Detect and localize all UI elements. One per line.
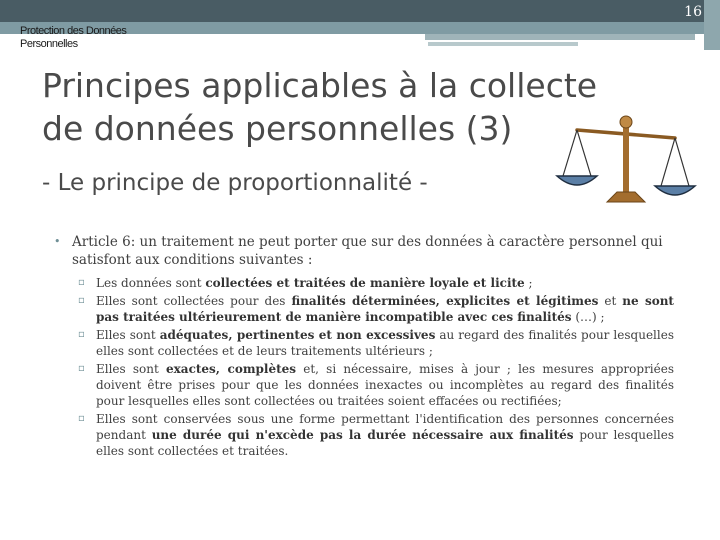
header-band-accent-small bbox=[428, 42, 578, 46]
item-emphasis: adéquates, pertinentes et non excessives bbox=[159, 328, 436, 342]
slide-subtitle: - Le principe de proportionnalité - bbox=[42, 170, 428, 196]
conditions-list bbox=[78, 275, 674, 459]
list-item bbox=[78, 275, 674, 291]
bullet-icon: • bbox=[54, 235, 61, 248]
article-text: Article 6: un traitement ne peut porter que sur des données à caractère personnel qui satisfont aux conditions suivantes : bbox=[72, 234, 663, 268]
item-text: (…) ; bbox=[571, 310, 605, 324]
item-text: ; bbox=[524, 276, 533, 290]
item-text: Elles sont collectées pour des bbox=[96, 294, 292, 308]
item-text: Elles sont conservées sous une forme permettant l'identification des personnes concernées pendant bbox=[96, 412, 674, 442]
square-bullet-icon: ▫ bbox=[78, 363, 85, 374]
header-label bbox=[20, 25, 180, 51]
item-text: et, si nécessaire, mises à jour ; les mesures appropriées doivent être prises pour que les données inexactes ou incomplètes au regard des finalités pour lesquelles elles sont collectées ou traitées soient effacées ou rectifiées; bbox=[96, 362, 675, 408]
list-item bbox=[78, 411, 674, 459]
header-band-accent bbox=[425, 34, 695, 40]
list-item bbox=[78, 293, 674, 325]
right-accent-stripe bbox=[704, 0, 720, 50]
slide-title-line1: Principes applicables à la collecte bbox=[42, 66, 598, 105]
item-emphasis: ne sont pas traitées ultérieurement de manière incompatible avec ces finalités bbox=[96, 294, 674, 324]
article-paragraph bbox=[54, 233, 674, 269]
square-bullet-icon: ▫ bbox=[78, 413, 85, 424]
item-text: Elles sont bbox=[96, 362, 166, 376]
list-item bbox=[78, 361, 674, 409]
list-item bbox=[78, 327, 674, 359]
header-label-line2: Personnelles bbox=[20, 38, 78, 50]
item-emphasis: une durée qui n'excède pas la durée nécessaire aux finalités bbox=[151, 428, 574, 442]
header-label-line1: Protection des Données bbox=[20, 25, 127, 37]
item-text: Les données sont bbox=[96, 276, 206, 290]
item-text: pour lesquelles elles sont collectées et traitées. bbox=[96, 428, 675, 458]
square-bullet-icon: ▫ bbox=[78, 277, 85, 288]
balance-scale-icon bbox=[555, 102, 700, 212]
slide-title-line2: de données personnelles (3) bbox=[42, 109, 513, 148]
item-emphasis: exactes, complètes bbox=[166, 362, 297, 376]
slide-content bbox=[54, 233, 674, 461]
item-text: au regard des finalités pour lesquelles elles sont collectées et de leurs traitements ultérieurs ; bbox=[96, 328, 674, 358]
item-emphasis: collectées et traitées de manière loyale et licite bbox=[205, 276, 525, 290]
top-bar bbox=[0, 0, 720, 22]
item-text: Elles sont bbox=[96, 328, 160, 342]
item-text: et bbox=[598, 294, 623, 308]
item-emphasis: finalités déterminées, explicites et légitimes bbox=[291, 294, 599, 308]
square-bullet-icon: ▫ bbox=[78, 295, 85, 306]
square-bullet-icon: ▫ bbox=[78, 329, 85, 340]
page-number: 16 bbox=[684, 4, 702, 20]
